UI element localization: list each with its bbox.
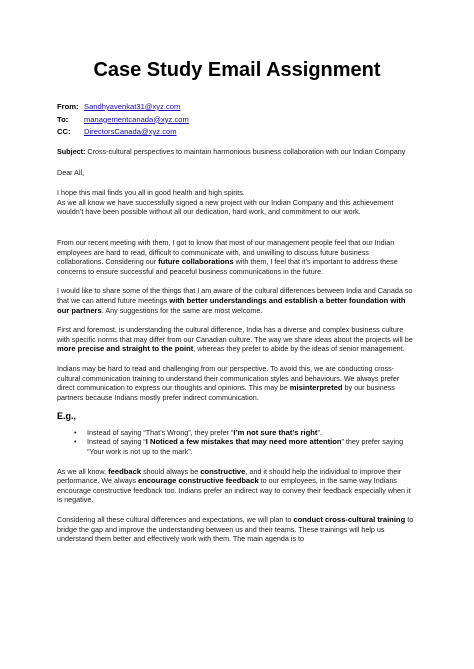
cc-row <box>57 126 189 139</box>
to-label: To: <box>57 114 69 124</box>
from-label: From: <box>57 102 79 111</box>
emphasis: conduct cross-cultural training <box>293 515 406 525</box>
examples-list <box>57 428 415 457</box>
examples-label: E.g., <box>57 411 77 422</box>
text: ”. <box>317 427 322 437</box>
to-row <box>57 114 189 127</box>
text: with them, I feel that it’s important to address these concerns to ensure successful and peaceful business communications in the future. <box>57 257 398 276</box>
document-title: Case Study Email Assignment <box>93 59 381 81</box>
paragraph-meeting <box>57 238 415 276</box>
emphasis: with better understandings and establish a better foundation with our partners <box>57 295 406 315</box>
intro-line-2: As we all know we have successfully signed a new project with our Indian Company and this achievement wouldn’t have been possible without all our dedication, hard work, and commitment to our work. <box>57 197 394 217</box>
text: to bridge the gap and improve the understanding between us and their teams. These trainings will help us understand them better and effectively work with them. The main agenda is to <box>57 515 414 544</box>
paragraph-culture <box>57 325 415 354</box>
text: by our business partners because Indians mostly prefer indirect communication. <box>57 383 395 402</box>
text: should always be <box>141 466 201 476</box>
subject-text: Cross-cultural perspectives to maintain harmonious business collaboration with our Indian Company <box>87 147 406 156</box>
cc-label: CC: <box>57 127 71 136</box>
text: . Any suggestions for the same are most welcome. <box>101 305 263 315</box>
text: , whereas they prefer to abide by the ideas of senior management. <box>193 344 405 354</box>
paragraph-training <box>57 515 415 544</box>
text: First and foremost, is understanding the cultural difference, India has a diverse and complex business culture with specific norms that may differ from our Canadian culture. The way we share ideas about the projects will be <box>57 325 413 344</box>
paragraph-differences <box>57 286 415 315</box>
emphasis: misinterpreted <box>289 383 343 393</box>
email-body <box>57 147 415 554</box>
from-row <box>57 101 189 114</box>
paragraph-feedback <box>57 467 415 505</box>
bullet-icon: • <box>74 437 77 447</box>
to-email-link[interactable]: managementcanada@xyz.com <box>84 114 189 124</box>
from-email-link[interactable]: Sandhyavenkat31@xyz.com <box>84 102 181 111</box>
text: Instead of saying “That’s Wrong”, they prefer “ <box>87 427 234 437</box>
text: From our recent meeting with them, I got to know that most of our management people feel that our Indian employees are hard to read, difficult to communicate with, and unwilling to discuss future business collaborations. Considering our <box>57 237 395 267</box>
emphasis: future collaborations <box>158 257 234 267</box>
emphasis: feedback <box>108 466 142 476</box>
text: As we all know, <box>57 466 109 476</box>
emphasis: more precise and straight to the point <box>57 344 194 354</box>
list-item <box>57 428 415 438</box>
paragraph-intro <box>57 188 415 217</box>
bullet-icon: • <box>74 427 77 437</box>
text: Indians may be hard to read and challenging from our perspective. To avoid this, we are conducting cross-cultural communication training to understand their communication styles and behaviours. We always prefer direct communication to express our thoughts and opinions. This may be <box>57 363 400 393</box>
intro-line-1: I hope this mail finds you all in good health and high spirits. <box>57 188 245 198</box>
text: ” they prefer saying “Your work is not up to the mark”. <box>87 437 404 457</box>
paragraph-communication <box>57 364 415 402</box>
emphasis: I Noticed a few mistakes that may need more attention <box>145 437 342 447</box>
cc-email-link[interactable]: DirectorsCanada@xyz.com <box>84 127 177 136</box>
text: Instead of saying “ <box>87 437 146 447</box>
emphasis: constructive <box>200 466 246 476</box>
text: I would like to share some of the things that I am aware of the cultural differences between India and Canada so that we can attend future meetings <box>57 286 413 305</box>
emphasis: encourage constructive feedback <box>137 476 259 486</box>
email-header <box>57 101 189 139</box>
emphasis: I’m not sure that’s right <box>233 427 318 437</box>
text: to our employees, in the same way Indians encourage constructive feedback too. Indians prefer an indirect way to convey their feedback especially when it is negative. <box>57 476 411 505</box>
subject-colon: : <box>82 147 86 156</box>
subject-line <box>57 147 415 157</box>
list-item <box>57 437 415 456</box>
text: Considering all these cultural differences and expectations, we will plan to <box>57 515 294 525</box>
subject-label: Subject <box>57 147 83 156</box>
text: , and it should help the individual to improve their performance. We always <box>57 466 402 486</box>
greeting: Dear All, <box>57 167 85 177</box>
